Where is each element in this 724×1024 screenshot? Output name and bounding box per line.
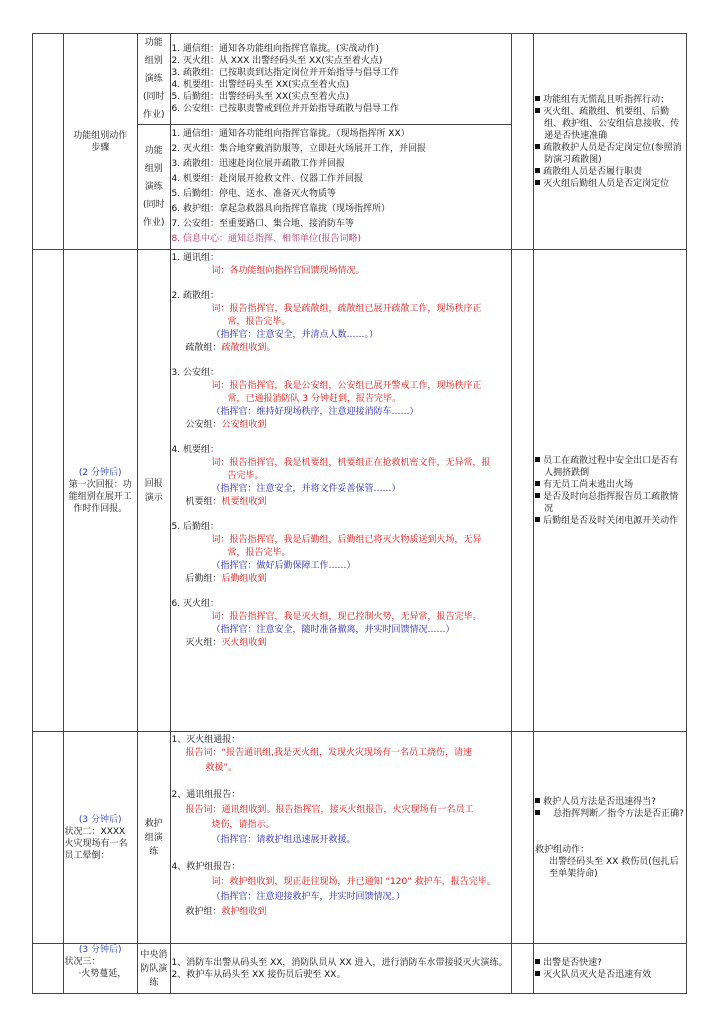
report-line xyxy=(172,637,510,650)
check-item: 疏散组人员是否履行职责 xyxy=(543,166,643,177)
list-item: 7. 公安组：至重要路口、集合地、接消防车等 xyxy=(171,219,354,229)
check-item: 疏散救护人员是否定岗定位(参照消防演习疏散图) xyxy=(543,142,682,165)
bullet-icon xyxy=(535,457,540,462)
list-item: 1. 通信组：通知各功能组向指挥官靠拢。（现场指挥所 XX） xyxy=(171,129,410,139)
check-item: 灭火组后勤组人员是否定岗定位 xyxy=(543,178,670,189)
content-cell xyxy=(170,34,511,125)
ack-text: 灭火组收到 xyxy=(221,638,267,648)
content-cell xyxy=(170,732,511,944)
check-item: 灭火组、疏散组、机要组、后勤组、救护组、公安组信息接收、传递是否快速准确 xyxy=(543,106,680,141)
list-item: 5. 后勤组：停电、送水、准备灭火物质等 xyxy=(171,189,336,199)
ack-text: 救护组收到 xyxy=(221,907,267,917)
group-name: 后勤组： xyxy=(185,574,222,584)
report-line: 告完毕。 xyxy=(227,471,264,481)
report-line xyxy=(172,573,510,586)
sub-label: 功能组别演练(同时作业) xyxy=(142,38,165,120)
blank-cell xyxy=(33,732,64,944)
report-line: 词：报告指挥官，我是机要组，机要组正在抢救机密文件，无异常，报 xyxy=(211,458,491,468)
time-label: (2 分钟后) xyxy=(78,467,122,478)
bullet-icon xyxy=(535,493,540,498)
blank-cell xyxy=(511,34,533,250)
ack-text: 后勤组收到 xyxy=(221,574,267,584)
report-line: 词：救护组收到，现正赶往现场，并已通知 “120” 救护车，报告完毕。 xyxy=(211,877,496,887)
commander-note: （指挥官：请救护组迅速展开救援。 xyxy=(211,835,356,845)
list-item: 1、消防车出警从码头至 XX，消防队员从 XX 进入，进行消防车水带接驳灭火演练。 xyxy=(171,957,508,968)
content-cell xyxy=(170,125,511,250)
report-line: （指挥官：维持好现场秩序，注意迎接消防车……） xyxy=(211,407,419,417)
bullet-icon xyxy=(535,108,540,113)
sub-label-cell xyxy=(137,250,170,732)
list-item: 6. 公安组：已按职责警戒到位并开始指导疏散与倡导工作 xyxy=(171,104,399,114)
report-line: （指挥官：注意安全，并清点人数……。） xyxy=(211,330,379,340)
drill-schedule-table xyxy=(32,33,687,994)
report-line: 报告词：“报告通讯组,我是灭火组，发现火灾现场有一名员工烧伤，请速 xyxy=(185,748,473,758)
step-label xyxy=(63,250,137,732)
report-line: 常，已通报消防队 3 分钟赶到，报告完毕。 xyxy=(227,394,401,404)
sub-label: 功能组别演练(同时作业) xyxy=(142,146,165,228)
report-line: 词：报告指挥官，我是后勤组，后勤组已将灭火物质送到火场，无异 xyxy=(211,535,482,545)
report-line: 词：报告指挥官，我是公安组，公安组已展开警戒工作，现场秩序正 xyxy=(211,381,482,391)
sub-label-cell xyxy=(137,125,170,250)
list-item: 8. 信息中心：通知总指挥、相邻单位(报告词略) xyxy=(171,234,361,244)
list-item: 3. 疏散组：迅速赴岗位展开疏散工作并回报 xyxy=(171,159,345,169)
report-line xyxy=(172,419,510,432)
report-line: 烧伤，请指示。 xyxy=(211,820,275,830)
sub-label-cell xyxy=(137,944,170,994)
bullet-icon xyxy=(535,971,540,976)
group-name: 机要组： xyxy=(185,497,222,507)
list-item: 2. 灭火组：从 XXX 出警经码头至 XX(实点至着火点) xyxy=(171,56,383,66)
sub-label: 回报演示 xyxy=(144,478,163,503)
blank-cell xyxy=(33,250,64,732)
step-label xyxy=(63,34,137,250)
table-row xyxy=(33,250,687,732)
ack-text: 公安组收到 xyxy=(221,420,267,430)
group-name: 灭火组： xyxy=(185,638,222,648)
commander-note: （指挥官：注意迎接救护车，并实时回馈情况。） xyxy=(211,892,406,902)
report-line: （指挥官：做好后勤保障工作……） xyxy=(211,561,356,571)
bullet-icon xyxy=(535,144,540,149)
time-label: (3 分钟后) xyxy=(78,945,122,955)
row-label: 第一次回报：功能组别在展开工作时作回报。 xyxy=(68,479,132,514)
check-item: 救护人员方法是否迅速得当? xyxy=(543,796,656,807)
row-label-2: ·火势蔓延， xyxy=(78,969,127,979)
check-item: 是否及时向总指挥报告员工疏散情况 xyxy=(543,491,679,514)
bullet-icon xyxy=(535,96,540,101)
bullet-icon xyxy=(535,517,540,522)
section-head: 4. 机要组： xyxy=(171,445,219,455)
report-line: （指挥官：注意安全，随时准备撤离，并实时回馈情况……） xyxy=(211,625,455,635)
bullet-icon xyxy=(535,481,540,486)
sub-label: 救护组演练 xyxy=(144,818,163,857)
report-line: 报告词：通讯组收到。报告指挥官，接灭火组报告，火灾现场有一名员工 xyxy=(185,805,474,815)
section-head: 1、灭火组通报： xyxy=(171,735,241,745)
check-item: 总指挥判断／指令方法是否正确? xyxy=(553,808,684,819)
report-line xyxy=(172,496,510,509)
blank-cell xyxy=(511,250,533,732)
group-name: 救护组： xyxy=(185,907,222,917)
action-head: 救护组动作： xyxy=(535,844,590,855)
content-cell xyxy=(170,944,511,994)
list-item: 1. 通信组：通知各功能组向指挥官靠拢。(实战动作) xyxy=(171,44,379,54)
report-line xyxy=(172,342,510,355)
check-item: 灭火队员灭火是否迅速有效 xyxy=(543,969,652,980)
bullet-icon xyxy=(535,810,540,815)
list-item: 2. 灭火组：集合地穿戴消防服等，立即赶火场展开工作，并回报 xyxy=(171,144,426,154)
row-label: 功能组别动作步骤 xyxy=(73,130,128,153)
report-line: （指挥官：注意安全，并将文件妥善保管……） xyxy=(211,484,401,494)
check-cell xyxy=(534,732,687,944)
section-head: 3. 公安组： xyxy=(171,368,219,378)
table-row xyxy=(33,34,687,125)
content-cell xyxy=(170,250,511,732)
blank-cell xyxy=(33,944,64,994)
report-line: 救援”。 xyxy=(205,763,238,773)
row-label: 状况二：XXXX 火灾现场有一名员工晕倒： xyxy=(64,826,128,861)
section-head: 2、通讯组报告： xyxy=(171,790,241,800)
check-item: 员工在疏散过程中安全出口是否有人拥挤跌倒 xyxy=(543,455,679,478)
report-line: 常，报告完毕。 xyxy=(227,317,291,327)
table-row xyxy=(33,944,687,994)
row-label: 状况三： xyxy=(64,957,101,967)
report-sections xyxy=(172,252,510,650)
bullet-icon xyxy=(535,959,540,964)
bullet-icon xyxy=(535,180,540,185)
table-row xyxy=(33,732,687,944)
check-cell xyxy=(534,250,687,732)
section-head: 6. 灭火组： xyxy=(171,599,219,609)
bullet-icon xyxy=(535,168,540,173)
check-item: 后勤组是否及时关闭电源开关动作 xyxy=(543,515,679,526)
list-item: 5. 后勤组：出警经码头至 XX(实点至着火点) xyxy=(171,92,350,102)
check-item: 功能组有无慌乱且听指挥行动； xyxy=(543,94,670,105)
section-head: 4、救护组报告： xyxy=(171,862,241,872)
step-label xyxy=(63,944,137,994)
check-item: 出警是否快速? xyxy=(543,957,602,968)
group-name: 疏散组： xyxy=(185,343,222,353)
blank-cell xyxy=(511,732,533,944)
report-line: 常，报告完毕。 xyxy=(227,548,291,558)
blank-cell xyxy=(33,34,64,250)
check-cell xyxy=(534,34,687,250)
check-item: 有无员工尚未逃出火场 xyxy=(543,479,634,490)
ack-text: 机要组收到 xyxy=(221,497,267,507)
check-cell xyxy=(534,944,687,994)
section-head: 5. 后勤组： xyxy=(171,522,219,532)
time-label: (3 分钟后) xyxy=(78,814,122,825)
section-head: 1. 通讯组： xyxy=(171,253,219,263)
sub-label-cell xyxy=(137,34,170,125)
list-item: 3. 疏散组：已按职责到达指定岗位并开始指导与倡导工作 xyxy=(171,68,399,78)
sub-label: 中央消防队演练 xyxy=(140,949,168,988)
report-line: 词：各功能组向指挥官回馈现场情况。 xyxy=(211,266,365,276)
step-label xyxy=(63,732,137,944)
report-line: 词：报告指挥官，我是灭火组，现已控制火势，无异常，报告完毕。 xyxy=(211,612,482,622)
section-head: 2. 疏散组： xyxy=(171,291,219,301)
list-item: 4. 机要组：赴岗展开抢救文件、仪器工作并回报 xyxy=(171,174,363,184)
ack-text: 疏散组收到。 xyxy=(221,343,276,353)
list-item: 4. 机要组：出警经码头至 XX(实点至着火点) xyxy=(171,80,350,90)
group-name: 公安组： xyxy=(185,420,222,430)
report-line: 词：报告指挥官，我是疏散组，疏散组已展开疏散工作，现场秩序正 xyxy=(211,304,482,314)
list-item: 2、救护车从码头至 XX 接伤员后驶至 XX。 xyxy=(171,969,346,980)
list-item: 6. 救护组：拿起急救器具向指挥官靠拢（现场指挥所） xyxy=(171,204,390,214)
bullet-icon xyxy=(535,798,540,803)
sub-label-cell xyxy=(137,732,170,944)
action-text: 出警经码头至 XX 救伤员(包扎后至单架待命) xyxy=(549,856,679,879)
blank-cell xyxy=(511,944,533,994)
